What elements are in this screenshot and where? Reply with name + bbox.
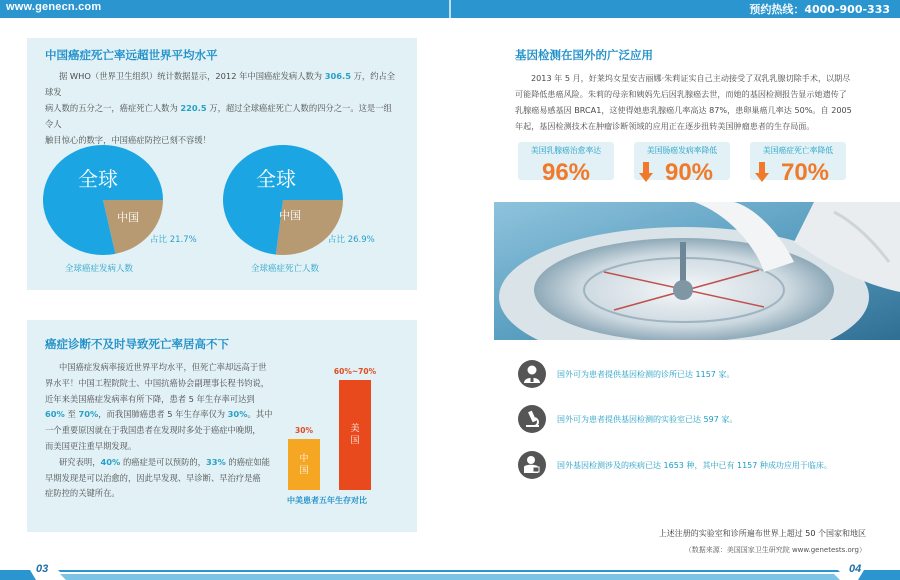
data-source: （数据来源：美国国家卫生研究院 www.genetests.org） [684, 546, 866, 554]
stat-label: 美国肠癌发病率降低 [646, 146, 718, 155]
bottom-bar-left [0, 566, 450, 580]
microscope-icon [518, 405, 546, 433]
page-number-left: 03 [36, 563, 49, 575]
footnote: 上述注册的实验室和诊所遍布世界上超过 50 个国家和地区 [658, 529, 866, 538]
page-number-right: 04 [849, 563, 862, 575]
diagnosis-panel-title: 癌症诊断不及时导致死亡率居高不下 [45, 337, 229, 351]
stat-value: 70% [780, 159, 830, 186]
stat-label: 美国癌症死亡率降低 [762, 146, 834, 155]
pie1-percent-label: 占比 21.7% [150, 235, 197, 245]
jolie-paragraph: 2013 年 5 月，好莱坞女星安吉丽娜·朱莉证实自己主动接受了双乳乳腺切除手术，以期尽 可能降低患癌风险。朱莉的母亲和姨妈先后因乳腺癌去世，而她的基因检测报告显示她遗传了 乳腺癌易感基因 BRCA1，这使得她患乳腺癌几率高达 87%，患卵巢癌几率达 50%。自 2005 年起，基因检测技术在肿瘤诊断领域的应用正在逐步扭转美国肿瘤患者的生存局面。 [515, 73, 852, 131]
top-bar [0, 0, 900, 18]
pie2-percent-label: 占比 26.9% [328, 235, 375, 245]
bar-label: 中国 [299, 453, 309, 476]
website-url[interactable]: www.genecn.com [6, 1, 102, 13]
stat-value: 90% [664, 159, 714, 186]
pie1-caption: 全球癌症发病人数 [65, 264, 134, 274]
page-divider [449, 0, 451, 18]
pie2-caption: 全球癌症死亡人数 [251, 264, 320, 274]
hotline: 预约热线：4000-900-333 [749, 3, 890, 16]
incidence-paragraph: 据 WHO（世界卫生组织）统计数据显示，2012 年中国癌症发病人数为 306.5 万，约占全球发 病人数的五分之一，癌症死亡人数为 220.5 万，超过全球癌症死亡人数的四分之一。这是一组令人 触目惊心的数字，中国癌症防控已刻不容缓！ [45, 71, 396, 145]
survival-bar-chart [280, 360, 390, 492]
bar-value-label: 30% [295, 426, 313, 435]
patient-icon [518, 451, 546, 479]
pie1-world-label: 全球 [78, 167, 118, 191]
bar-label: 美国 [350, 424, 360, 446]
bar-value-label: 60%~70% [333, 367, 377, 376]
info-text-diseases: 国外基因检测涉及的疾病已达 1653 种，其中已有 1157 种成功应用于临床。 [557, 461, 832, 470]
section-title: 基因检测在国外的广泛应用 [515, 48, 653, 62]
diagnosis-paragraph: 中国癌症发病率接近世界平均水平，但死亡率却远高于世 界水平！中国工程院院士、中国抗癌协会副理事长程书钧说， 近年来美国癌症发病率有所下降，患者 5 年生存率可达到 60% 至 70%，而我国肺癌患者 5 年生存率仅为 30%。其中 一个重要原因就在于我国患者在发现时多处于癌症中晚期， 而美国更注重早期发现。 研究表明，40% 的癌症是可以预防的，33% 的癌症如能 早期发现是可以治愈的，因此早发现、早诊断、早治疗是癌 症防控的关键所在。 [45, 362, 273, 499]
pie2-world-label: 全球 [256, 167, 296, 191]
mortality-pie-chart [222, 144, 344, 256]
bar-chart-caption: 中美患者五年生存对比 [287, 495, 367, 505]
centrifuge-illustration [494, 202, 900, 340]
bottom-bar-right [450, 566, 900, 580]
pie2-china-label: 中国 [279, 209, 301, 222]
pie1-china-label: 中国 [117, 211, 139, 224]
incidence-panel-title: 中国癌症死亡率远超世界平均水平 [45, 48, 218, 62]
info-text-labs: 国外可为患者提供基因检测的实验室已达 597 家。 [557, 415, 738, 424]
lab-photo [494, 202, 900, 340]
info-text-clinics: 国外可为患者提供基因检测的诊所已达 1157 家。 [557, 370, 735, 379]
incidence-pie-chart [42, 144, 164, 256]
doctor-icon [518, 360, 546, 388]
stat-value: 96% [541, 159, 591, 186]
stat-label: 美国乳腺癌治愈率达 [530, 146, 602, 155]
